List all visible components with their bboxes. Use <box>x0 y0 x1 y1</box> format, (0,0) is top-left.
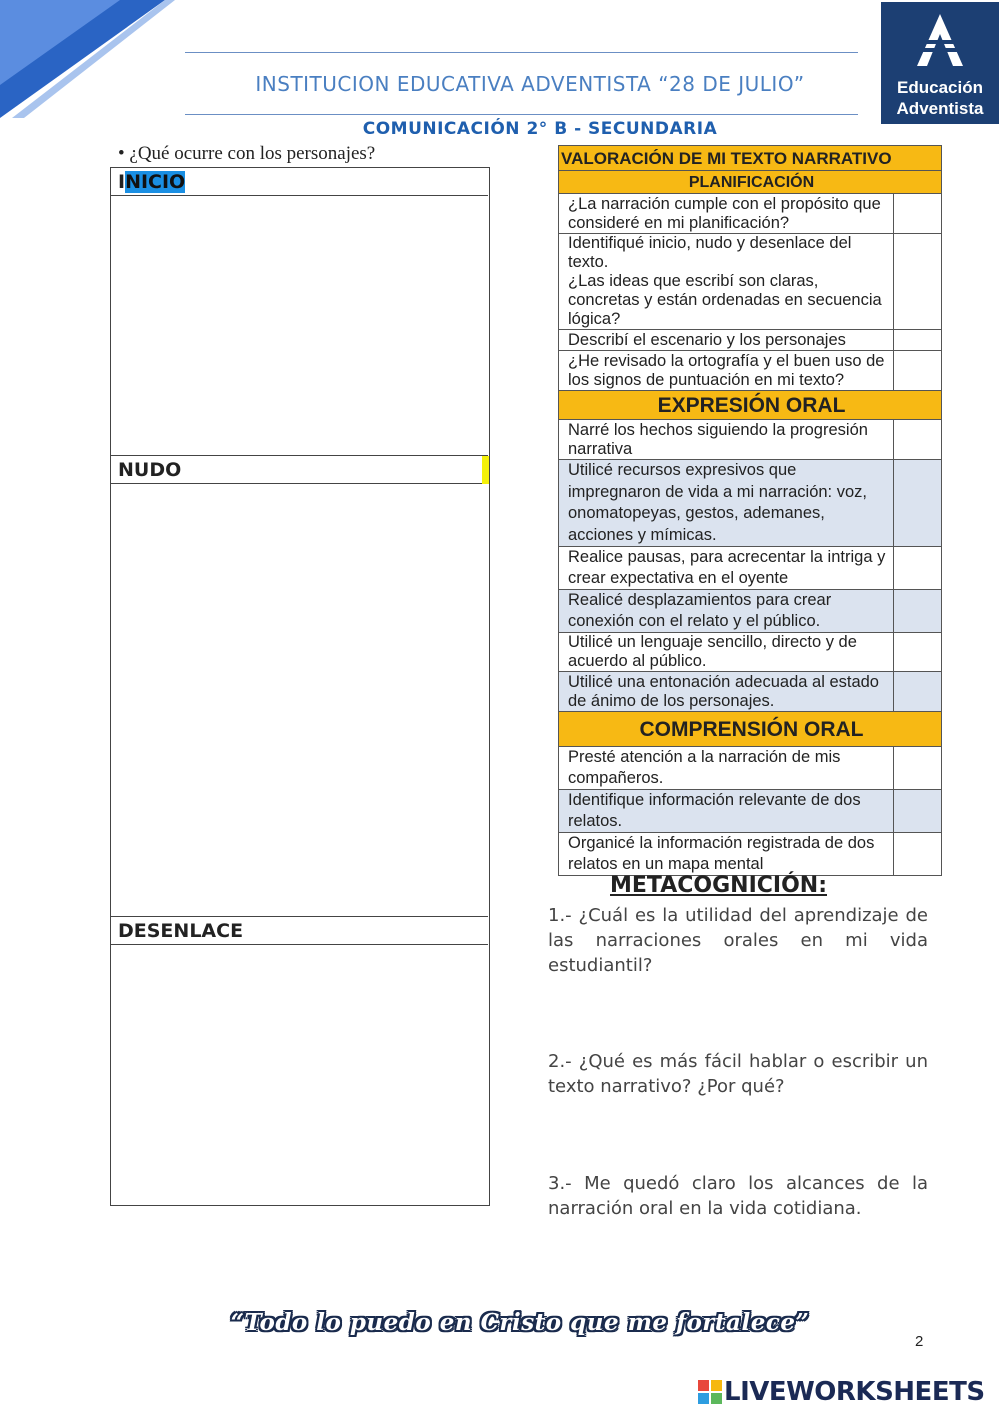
check-cell[interactable] <box>894 547 942 590</box>
school-name: INSTITUCION EDUCATIVA ADVENTISTA “28 DE JULIO” <box>255 72 805 96</box>
evaluation-title: VALORACIÓN DE MI TEXTO NARRATIVO <box>559 146 942 171</box>
criterion-text: ¿Las ideas que escribí son claras, concretas y están ordenadas en secuencia lógica? <box>568 272 882 328</box>
liveworksheets-logo-icon <box>698 1380 722 1404</box>
check-cell[interactable] <box>894 672 942 712</box>
meta-question-2: 2.- ¿Qué es más fácil hablar o escribir un texto narrativo? ¿Por qué? <box>548 1051 928 1097</box>
table-row <box>559 234 942 330</box>
criterion-text: Identifique información relevante de dos relatos. <box>559 790 894 833</box>
check-cell[interactable] <box>894 330 942 351</box>
adventist-emblem-icon <box>915 12 965 68</box>
table-row <box>559 330 942 351</box>
table-row <box>559 547 942 590</box>
table-row <box>559 420 942 460</box>
header-top-line <box>185 52 858 53</box>
check-cell[interactable] <box>894 351 942 391</box>
nudo-highlight-bar <box>482 456 489 484</box>
evaluation-table <box>558 145 942 876</box>
criterion-text: Identifiqué inicio, nudo y desenlace del texto. <box>568 234 852 271</box>
check-cell[interactable] <box>894 590 942 633</box>
check-cell[interactable] <box>894 420 942 460</box>
criterion-text: Realice pausas, para acrecentar la intriga y crear expectativa en el oyente <box>559 547 894 590</box>
meta-question-1: 1.- ¿Cuál es la utilidad del aprendizaje de las narraciones orales en mi vida estudiantil? <box>548 905 928 976</box>
logo-line2: Adventista <box>896 99 984 118</box>
criterion-text: Narré los hechos siguiendo la progresión narrativa <box>559 420 894 460</box>
nudo-answer-field[interactable] <box>112 486 490 916</box>
criterion-group <box>559 234 894 330</box>
corner-decoration <box>0 0 180 120</box>
metacognicion-title: METACOGNICIÓN: <box>610 873 827 898</box>
nudo-label: NUDO <box>118 459 182 481</box>
logo-line1: Educación <box>897 78 983 97</box>
table-row <box>559 351 942 391</box>
check-cell[interactable] <box>894 833 942 876</box>
criterion-text: Describí el escenario y los personajes <box>559 330 894 351</box>
check-cell[interactable] <box>894 460 942 547</box>
table-row <box>559 747 942 790</box>
table-row <box>559 460 942 547</box>
header-bottom-line <box>185 114 858 115</box>
inicio-answer-field[interactable] <box>112 198 490 456</box>
table-row <box>559 633 942 672</box>
table-row <box>559 672 942 712</box>
section-expresion-oral: EXPRESIÓN ORAL <box>559 391 942 420</box>
nudo-header <box>110 455 488 484</box>
table-row <box>559 790 942 833</box>
section-row-expresion <box>559 391 942 420</box>
inicio-highlight: NICIO <box>125 171 186 193</box>
check-cell[interactable] <box>894 747 942 790</box>
table-row <box>559 833 942 876</box>
meta-question-3: 3.- Me quedó claro los alcances de la narración oral en la vida cotidiana. <box>548 1173 928 1219</box>
criterion-text: ¿La narración cumple con el propósito que consideré en mi planificación? <box>559 194 894 234</box>
table-row <box>559 194 942 234</box>
table-row <box>559 590 942 633</box>
criterion-text: Utilicé un lenguaje sencillo, directo y de acuerdo al público. <box>559 633 894 672</box>
check-cell[interactable] <box>894 633 942 672</box>
criterion-text: Utilicé una entonación adecuada al estado de ánimo de los personajes. <box>559 672 894 712</box>
criterion-text: Presté atención a la narración de mis compañeros. <box>559 747 894 790</box>
check-cell[interactable] <box>894 790 942 833</box>
criterion-text: Realicé desplazamientos para crear conexión con el relato y el público. <box>559 590 894 633</box>
adventist-logo <box>881 2 999 124</box>
desenlace-answer-field[interactable] <box>112 947 490 1205</box>
criterion-text: Utilicé recursos expresivos que impregnaron de vida a mi narración: voz, onomatopeyas, gestos, ademanes, acciones y mímicas. <box>559 460 894 547</box>
check-cell[interactable] <box>894 194 942 234</box>
section-row-comprension <box>559 712 942 747</box>
section-planificacion: PLANIFICACIÓN <box>559 171 942 194</box>
subject-title: COMUNICACIÓN 2° B - SECUNDARIA <box>362 119 718 139</box>
desenlace-label: DESENLACE <box>118 920 244 942</box>
table-title-row <box>559 146 942 171</box>
inicio-first-letter: I <box>118 171 126 193</box>
story-question: • ¿Qué ocurre con los personajes? <box>118 143 376 164</box>
criterion-text: ¿He revisado la ortografía y el buen uso de los signos de puntuación en mi texto? <box>559 351 894 391</box>
check-cell[interactable] <box>894 234 942 330</box>
section-comprension-oral: COMPRENSIÓN ORAL <box>559 712 942 747</box>
page-number: 2 <box>915 1333 924 1350</box>
liveworksheets-text: LIVEWORKSHEETS <box>724 1377 985 1407</box>
inicio-header <box>110 167 488 196</box>
section-row-planificacion <box>559 171 942 194</box>
criterion-text: Organicé la información registrada de dos relatos en un mapa mental <box>559 833 894 876</box>
desenlace-header <box>110 916 488 945</box>
motto: “Todo lo puedo en Cristo que me fortalece” <box>230 1309 810 1336</box>
